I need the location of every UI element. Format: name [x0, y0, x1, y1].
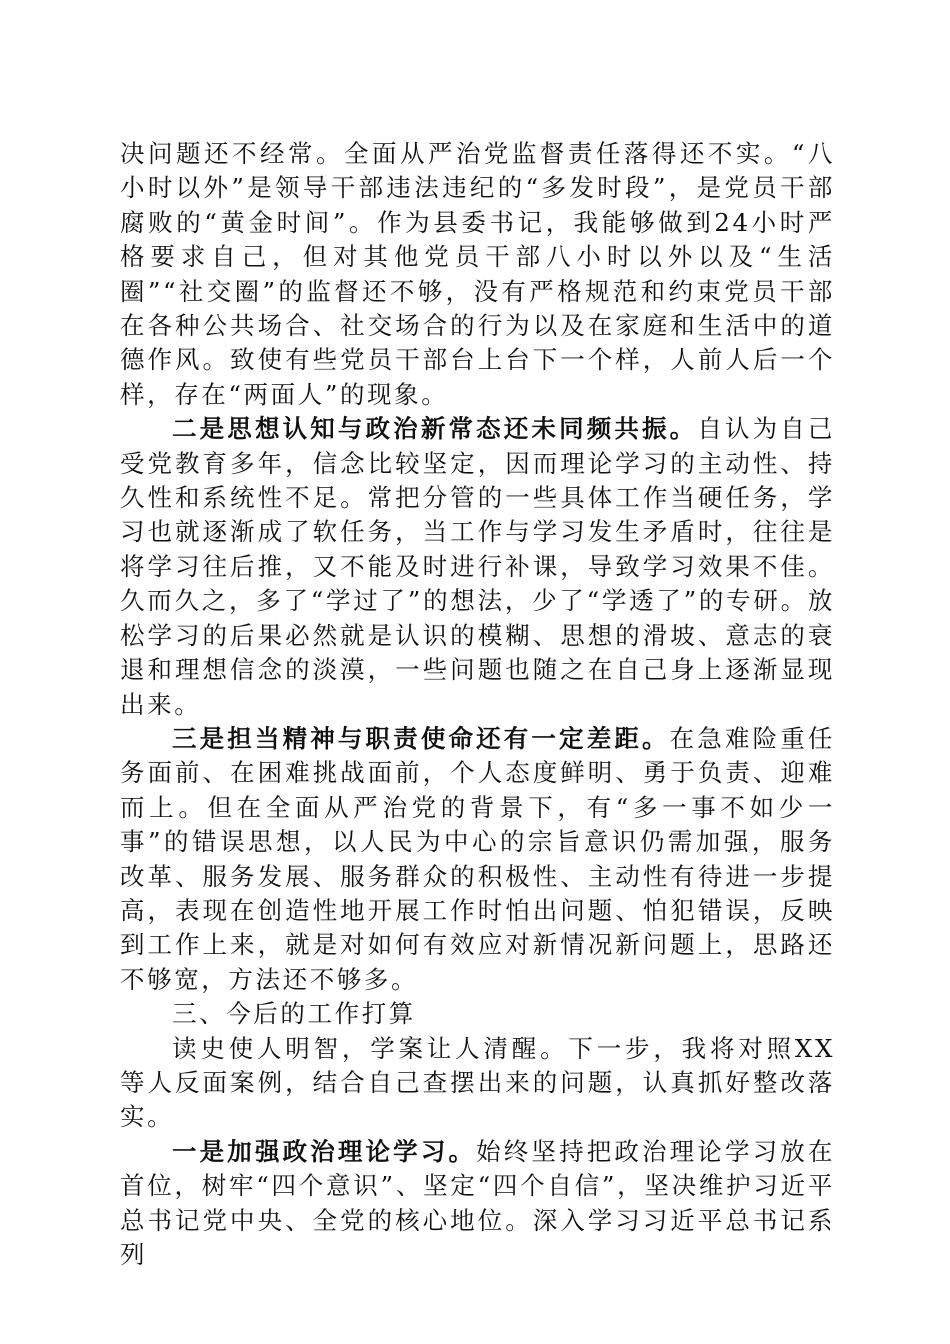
document-page — [120, 137, 835, 1272]
paragraph-lead: 二是思想认知与政治新常态还未同频共振。 — [172, 414, 698, 444]
paragraph-text: 自认为自己受党教育多年，信念比较坚定，因而理论学习的主动性、持久性和系统性不足。常把分管的一些具体工作当硬任务，学习也就逐渐成了软任务，当工作与学习发生矛盾时，往往是将学习往后推，又不能及时进行补课，导致学习效果不佳。久而久之，多了“学过了”的想法，少了“学透了”的专研。放松学习的后果必然就是认识的模糊、思想的滑坡、意志的衰退和理想信念的淡漠，一些问题也随之在自己身上逐渐显现出来。 — [120, 414, 836, 719]
paragraph-text: 始终坚持把政治理论学习放在首位，树牢“四个意识”、坚定“四个自信”，坚决维护习近平总书记党中央、全党的核心地位。深入学习习近平总书记系列 — [120, 1136, 835, 1269]
paragraph-text: 读史使人明智，学案让人清醒。下一步，我将对照XX等人反面案例，结合自己查摆出来的问题，认真抓好整改落实。 — [120, 1033, 835, 1132]
section-heading: 三、今后的工作打算 — [172, 999, 416, 1029]
paragraph-continued — [120, 137, 835, 412]
paragraph-lead: 一是加强政治理论学习。 — [172, 1136, 477, 1166]
paragraph-point-two — [120, 412, 835, 722]
paragraph-text: 在急难险重任务面前、在困难挑战面前，个人态度鲜明、勇于负责、迎难而上。但在全面从严治党的背景下，有“多一事不如少一事”的错误思想，以人民为中心的宗旨意识仍需加强，服务改革、服务发展、服务群众的积极性、主动性有待进一步提高，表现在创造性地开展工作时怕出问题、怕犯错误，反映到工作上来，就是对如何有效应对新情况新问题上，思路还不够宽，方法还不够多。 — [120, 723, 835, 994]
paragraph-intro — [120, 1032, 835, 1135]
paragraph-lead: 三是担当精神与职责使命还有一定差距。 — [172, 723, 670, 753]
paragraph-text: 决问题还不经常。全面从严治党监督责任落得还不实。“八小时以外”是领导干部违法违纪的“多发时段”，是党员干部腐败的“黄金时间”。作为县委书记，我能够做到24小时严格要求自己，但对其他党员干部八小时以外以及“生活圈”“社交圈”的监督还不够，没有严格规范和约束党员干部在各种公共场合、社交场合的行为以及在家庭和生活中的道德作风。致使有些党员干部台上台下一个样，人前人后一个样，存在“两面人”的现象。 — [120, 139, 835, 409]
paragraph-point-one — [120, 1135, 835, 1273]
paragraph-point-three — [120, 722, 835, 997]
